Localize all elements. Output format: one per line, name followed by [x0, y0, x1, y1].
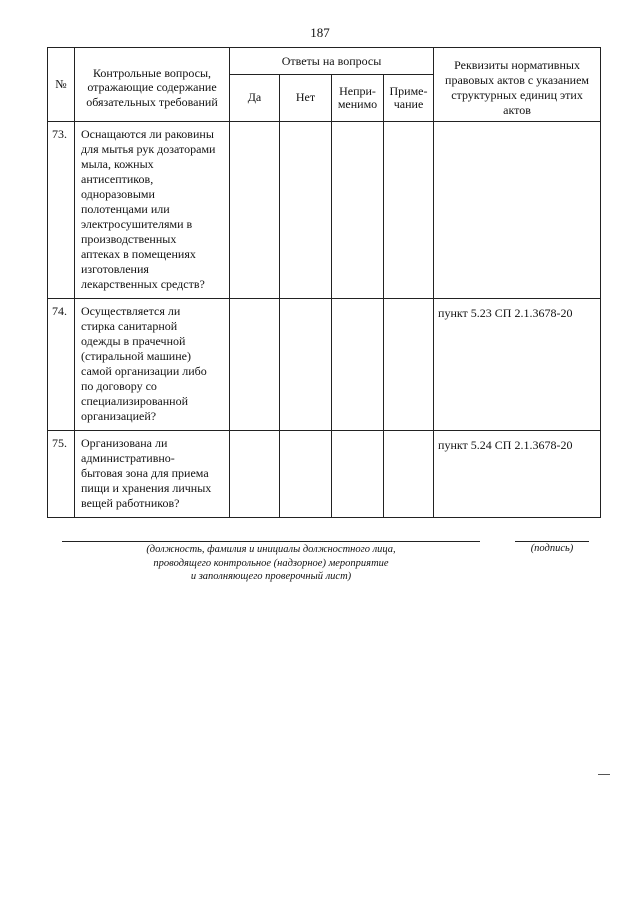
answer-not-applicable-cell[interactable]: [332, 299, 384, 431]
table-row: [48, 299, 601, 431]
official-signature-line[interactable]: [62, 541, 480, 542]
column-header-number: №: [48, 48, 75, 122]
column-header-yes: Да: [230, 75, 280, 122]
answer-no-cell[interactable]: [280, 431, 332, 518]
column-header-documents: [434, 48, 601, 122]
answer-note-cell[interactable]: [384, 122, 434, 299]
signature-caption: (подпись): [530, 543, 574, 554]
row-number: 73.: [48, 122, 75, 299]
row-question: [75, 299, 230, 431]
column-header-no: Нет: [280, 75, 332, 122]
column-header-not-applicable: [332, 75, 384, 122]
row-document: пункт 5.24 СП 2.1.3678-20: [434, 431, 601, 518]
column-header-note-text: Приме- чание: [389, 83, 428, 111]
signature-line[interactable]: [515, 541, 589, 542]
header-row: [48, 48, 601, 75]
scan-mark: [598, 774, 610, 775]
answer-note-cell[interactable]: [384, 299, 434, 431]
column-header-questions: [75, 48, 230, 122]
column-header-answers: Ответы на вопросы: [230, 48, 434, 75]
checklist-table: [47, 47, 601, 518]
row-document: пункт 5.23 СП 2.1.3678-20: [434, 299, 601, 431]
column-header-questions-text: Контрольные вопросы, отражающие содержание обязательных требований: [86, 65, 218, 109]
table-row: [48, 122, 601, 299]
answer-no-cell[interactable]: [280, 122, 332, 299]
page-number: 187: [310, 25, 330, 40]
official-caption: (должность, фамилия и инициалы должностного лица, проводящего контрольное (надзорное) мероприятие и заполняющего проверочный лист): [146, 544, 396, 582]
row-number: 74.: [48, 299, 75, 431]
answer-yes-cell[interactable]: [230, 431, 280, 518]
answer-not-applicable-cell[interactable]: [332, 122, 384, 299]
column-header-note: [384, 75, 434, 122]
table-row: [48, 431, 601, 518]
row-question: [75, 122, 230, 299]
row-question-text: Оснащаются ли раковины для мытья рук дозаторами мыла, кожных антисептиков, одноразовыми полотенцами или электросушителями в производственных аптеках в помещениях изготовления лекарственных средств?: [81, 127, 216, 291]
answer-yes-cell[interactable]: [230, 122, 280, 299]
row-number: 75.: [48, 431, 75, 518]
row-question-text: Организована ли административно- бытовая зона для приема пищи и хранения личных вещей работников?: [81, 436, 212, 510]
answer-yes-cell[interactable]: [230, 299, 280, 431]
row-document: [434, 122, 601, 299]
row-question-text: Осуществляется ли стирка санитарной одежды в прачечной (стиральной машине) самой организации либо по договору со специализированной организацией?: [81, 304, 207, 423]
answer-note-cell[interactable]: [384, 431, 434, 518]
answer-not-applicable-cell[interactable]: [332, 431, 384, 518]
row-question: [75, 431, 230, 518]
answer-no-cell[interactable]: [280, 299, 332, 431]
column-header-documents-text: Реквизиты нормативных правовых актов с указанием структурных единиц этих актов: [445, 58, 589, 117]
column-header-not-applicable-text: Непри- менимо: [337, 83, 378, 111]
